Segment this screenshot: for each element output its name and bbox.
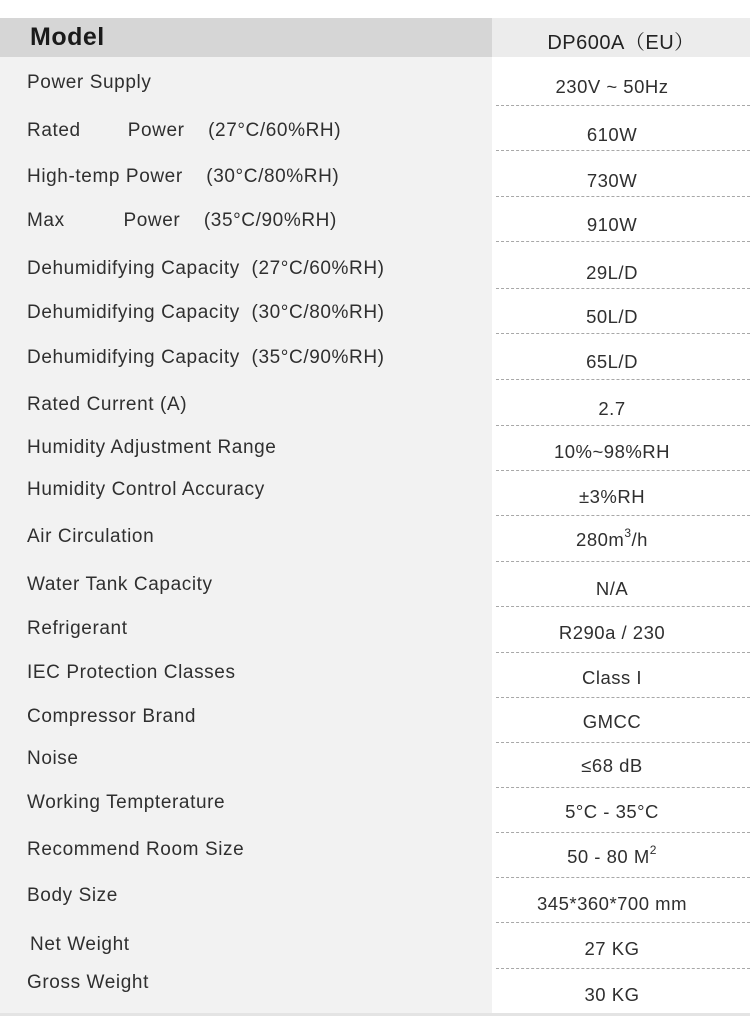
spec-label: Dehumidifying Capacity (27°C/60%RH) — [27, 258, 385, 279]
row-divider — [496, 333, 750, 334]
spec-label: Power Supply — [27, 72, 152, 93]
model-value: DP600A（EU） — [547, 32, 695, 54]
spec-label: Compressor Brand — [27, 706, 197, 727]
spec-value: N/A — [595, 578, 629, 599]
spec-value: GMCC — [582, 711, 642, 732]
spec-value: 50 - 80 $M^2$ — [567, 843, 657, 867]
spec-label: Working Tempterature — [27, 792, 226, 813]
row-divider — [496, 697, 750, 698]
spec-label: Air Circulation — [27, 526, 155, 547]
spec-value: 730W — [586, 170, 638, 191]
spec-label: Gross Weight — [27, 972, 149, 993]
row-divider — [496, 968, 750, 969]
spec-label: Rated Current (A) — [27, 394, 188, 415]
spec-label: Body Size — [27, 885, 118, 906]
spec-label: Recommend Room Size — [27, 839, 245, 860]
spec-value: 2.7 — [598, 398, 626, 419]
spec-value: R290a / 230 — [558, 622, 666, 643]
spec-label: Dehumidifying Capacity (35°C/90%RH) — [27, 347, 385, 368]
row-divider — [496, 150, 750, 151]
spec-value: 610W — [586, 124, 638, 145]
spec-value: 30 KG — [584, 984, 640, 1005]
row-divider — [496, 241, 750, 242]
spec-label: Noise — [27, 748, 79, 769]
row-divider — [496, 652, 750, 653]
row-divider — [496, 379, 750, 380]
row-divider — [496, 742, 750, 743]
spec-value: Class I — [581, 667, 643, 688]
spec-label: Net Weight — [30, 934, 130, 955]
spec-value: 29L/D — [586, 262, 638, 283]
spec-label: Humidity Adjustment Range — [27, 437, 277, 458]
spec-label: IEC Protection Classes — [27, 662, 236, 683]
spec-value: 65L/D — [586, 351, 638, 372]
row-divider — [496, 561, 750, 562]
spec-value: 910W — [586, 214, 638, 235]
spec-value: 345*360*700 mm — [537, 893, 687, 914]
spec-label: High-temp Power (30°C/80%RH) — [27, 166, 340, 187]
row-divider — [496, 288, 750, 289]
row-divider — [496, 787, 750, 788]
spec-value: 50L/D — [586, 306, 638, 327]
spec-label: Rated Power (27°C/60%RH) — [27, 120, 342, 141]
spec-label: Humidity Control Accuracy — [27, 479, 265, 500]
spec-label: Dehumidifying Capacity (30°C/80%RH) — [27, 302, 385, 323]
spec-label: Refrigerant — [27, 618, 128, 639]
row-divider — [496, 832, 750, 833]
spec-value: 5°C - 35°C — [565, 801, 659, 822]
row-divider — [496, 425, 750, 426]
row-divider — [496, 515, 750, 516]
row-divider — [496, 606, 750, 607]
row-divider — [496, 470, 750, 471]
model-label: Model — [30, 23, 105, 51]
table-header — [0, 18, 750, 57]
row-divider — [496, 105, 750, 106]
spec-value: ≤68 dB — [581, 755, 643, 776]
row-divider — [496, 922, 750, 923]
row-divider — [496, 196, 750, 197]
spec-value: 10%~98%RH — [553, 441, 671, 462]
spec-value: ±3%RH — [578, 486, 646, 507]
spec-value: 27 KG — [584, 938, 640, 959]
spec-value: 230V ~ 50Hz — [555, 76, 669, 97]
spec-label: Max Power (35°C/90%RH) — [27, 210, 337, 231]
spec-value: $280m^3/h$ — [576, 526, 648, 550]
row-divider — [496, 877, 750, 878]
spec-label: Water Tank Capacity — [27, 574, 213, 595]
